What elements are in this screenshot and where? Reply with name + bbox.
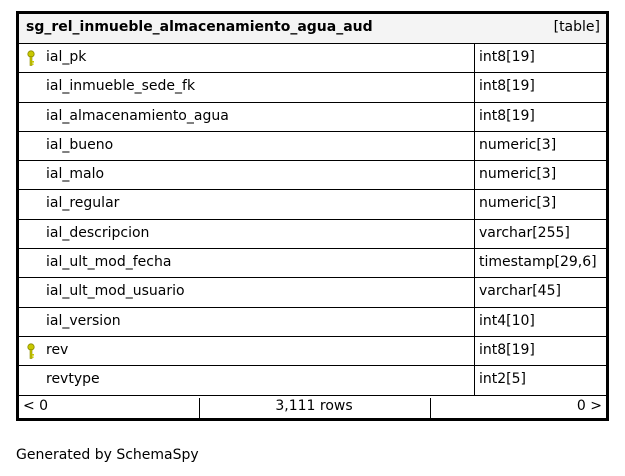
footer-divider (430, 398, 431, 418)
parents-count: < 0 (23, 398, 49, 414)
table-kind: [table] (553, 19, 600, 35)
column-name: ial_inmueble_sede_fk (46, 78, 196, 95)
column-type: numeric[3] (479, 136, 557, 153)
column-list (19, 44, 606, 396)
column-row (19, 73, 606, 102)
column-type: int4[10] (479, 312, 535, 329)
column-type: timestamp[29,6] (479, 254, 597, 271)
children-count: 0 > (576, 398, 602, 414)
column-row (19, 44, 606, 73)
column-row (19, 366, 606, 395)
column-divider (474, 249, 475, 277)
column-name: ial_malo (46, 166, 105, 183)
column-name: revtype (46, 371, 100, 388)
table-name: sg_rel_inmueble_almacenamiento_agua_aud (26, 19, 373, 35)
generated-by-label: Generated by SchemaSpy (16, 447, 199, 463)
column-divider (474, 103, 475, 131)
column-divider (474, 220, 475, 248)
column-divider (474, 366, 475, 394)
column-row (19, 132, 606, 161)
column-name: ial_pk (46, 49, 87, 65)
column-row (19, 278, 606, 307)
column-row (19, 220, 606, 249)
column-type: numeric[3] (479, 166, 557, 183)
row-count: 3,111 rows (275, 398, 353, 414)
column-name: ial_almacenamiento_agua (46, 107, 229, 124)
column-type: varchar[45] (479, 283, 561, 300)
column-type: int8[19] (479, 78, 535, 95)
column-divider (474, 337, 475, 365)
key-icon (26, 343, 36, 361)
column-type: varchar[255] (479, 224, 570, 241)
column-divider (474, 161, 475, 189)
column-type: int8[19] (479, 107, 535, 124)
column-row (19, 161, 606, 190)
column-divider (474, 308, 475, 336)
table-node (16, 11, 609, 421)
column-name: rev (46, 341, 69, 358)
table-footer (19, 396, 606, 418)
column-name: ial_version (46, 312, 121, 329)
column-row (19, 249, 606, 278)
column-divider (474, 278, 475, 306)
column-name: ial_descripcion (46, 224, 150, 241)
column-divider (474, 73, 475, 101)
column-divider (474, 190, 475, 218)
column-name: ial_ult_mod_usuario (46, 283, 185, 300)
table-header (19, 14, 606, 44)
column-divider (474, 132, 475, 160)
column-type: int8[19] (479, 49, 535, 65)
column-name: ial_bueno (46, 136, 114, 153)
column-name: ial_ult_mod_fecha (46, 254, 172, 271)
column-divider (474, 44, 475, 72)
column-type: int2[5] (479, 371, 526, 388)
column-type: int8[19] (479, 341, 535, 358)
column-name: ial_regular (46, 195, 120, 212)
column-row (19, 190, 606, 219)
column-type: numeric[3] (479, 195, 557, 212)
key-icon (26, 50, 36, 68)
column-row (19, 103, 606, 132)
column-row (19, 337, 606, 366)
column-row (19, 308, 606, 337)
